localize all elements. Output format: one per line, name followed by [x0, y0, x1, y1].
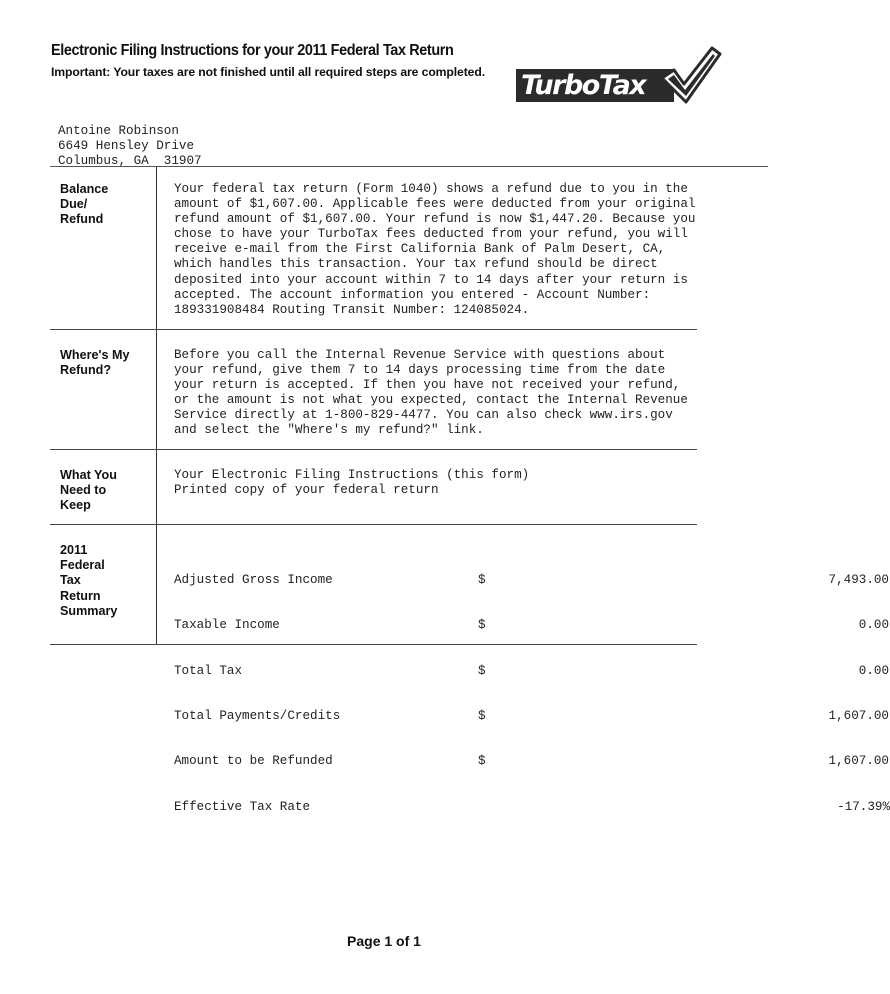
column-divider — [156, 330, 157, 450]
taxpayer-name: Antoine Robinson — [58, 124, 179, 138]
summary-item-name: Total Payments/Credits — [174, 709, 341, 724]
section-label-summary: 2011 Federal Tax Return Summary — [60, 543, 118, 618]
taxpayer-city: Columbus, GA 31907 — [58, 154, 202, 168]
column-divider — [156, 525, 157, 645]
summary-dollar-sign: $ — [478, 663, 486, 678]
section-label-keep: What You Need to Keep — [60, 468, 117, 513]
taxpayer-street: 6649 Hensley Drive — [58, 139, 195, 153]
taxpayer-address — [58, 124, 202, 169]
summary-row — [174, 618, 889, 633]
section-text-balance: Your federal tax return (Form 1040) shows a refund due to you in the amount of $1,607.00. Applicable fees were deducted from your original refund amount of $1,607.00. Your refund is now $1,447.20. Because you chose to have your TurboTax fees deducted from your refund, you will receive e-mail from the First California Bank of Palm Desert, CA, which handles this transaction. Your tax refund should be direct deposited into your account within 7 to 14 days after your return is accepted. The account information you entered - Account Number: 189331908484 Routing Transit Number: 124085024. — [174, 182, 696, 317]
section-label-balance: Balance Due/ Refund — [60, 182, 109, 227]
summary-dollar-sign: $ — [478, 754, 486, 769]
summary-dollar-sign: $ — [478, 573, 486, 588]
summary-row — [174, 573, 889, 588]
summary-row — [174, 754, 889, 769]
summary-row — [174, 663, 889, 679]
summary-row — [174, 799, 890, 815]
column-divider — [156, 450, 157, 525]
section-text-wheres-refund: Before you call the Internal Revenue Service with questions about your refund, give them 7 to 14 days processing time from the date your return is accepted. If then you have not received your refund, or the amount is not what you expected, contact the Internal Revenue Service directly at 1-800-829-4477. You can also check www.irs.gov and select the "Where's my refund?" link. — [174, 348, 688, 438]
summary-amount: 1,607.00 — [828, 754, 889, 769]
summary-amount: 0.00 — [858, 618, 889, 633]
summary-amount: -17.39% — [837, 799, 890, 814]
page-number: Page 1 of 1 — [347, 933, 421, 949]
section-what-to-keep — [50, 450, 697, 525]
page-subtitle: Important: Your taxes are not finished until all required steps are completed. — [51, 65, 485, 79]
section-balance-due — [50, 167, 697, 330]
section-tax-summary — [50, 525, 890, 814]
summary-item-name: Amount to be Refunded — [174, 754, 333, 769]
logo-text: TurboTax — [521, 70, 646, 101]
section-text-keep: Your Electronic Filing Instructions (this form) Printed copy of your federal return — [174, 468, 530, 498]
summary-row — [174, 709, 889, 724]
summary-dollar-sign: $ — [478, 618, 486, 633]
summary-amount: 1,607.00 — [828, 709, 889, 724]
turbotax-logo — [516, 44, 722, 104]
column-divider — [156, 167, 157, 330]
summary-table — [174, 543, 890, 845]
section-wheres-refund — [50, 330, 697, 450]
summary-item-name: Effective Tax Rate — [174, 799, 311, 814]
section-label-wheres-refund: Where's My Refund? — [60, 348, 130, 378]
page-title: Electronic Filing Instructions for your 2011 Federal Tax Return — [51, 42, 454, 59]
summary-dollar-sign: $ — [478, 709, 486, 724]
summary-amount: 7,493.00 — [828, 573, 889, 588]
section-divider — [50, 644, 697, 645]
checkmark-icon — [656, 44, 722, 104]
summary-item-name: Adjusted Gross Income — [174, 573, 333, 588]
summary-item-name: Total Tax — [174, 663, 243, 678]
summary-item-name: Taxable Income — [174, 618, 280, 633]
summary-amount: 0.00 — [858, 663, 889, 678]
